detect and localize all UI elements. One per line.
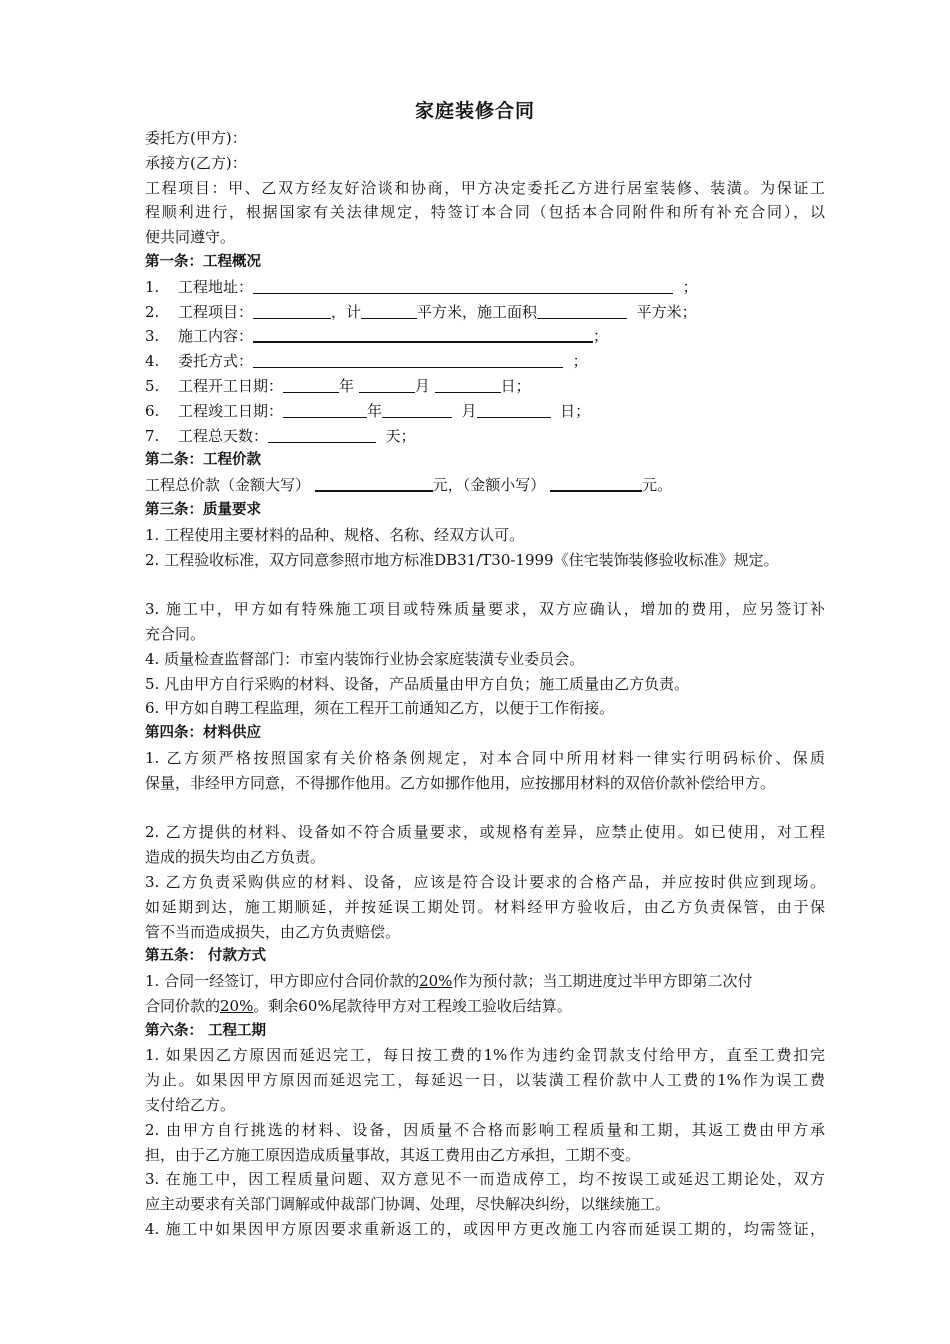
days-unit: 天； <box>385 426 416 445</box>
clause-line: 保量，非经甲方同意，不得挪作他用。乙方如挪作他用，应按挪用材料的双倍价款补偿给甲方。 <box>145 773 776 792</box>
mode-blank[interactable] <box>253 350 563 368</box>
project-blank[interactable] <box>253 301 331 319</box>
party-a-line: 委托方(甲方)： <box>145 129 247 147</box>
end-month-blank[interactable] <box>382 400 452 418</box>
punct: ； <box>593 327 609 346</box>
second-pay-percent: 20% <box>220 996 254 1015</box>
clause-line: 造成的损失均由乙方负责。 <box>145 848 326 867</box>
year-label: 年 <box>339 376 355 395</box>
end-date-row <box>145 399 825 424</box>
punct: ； <box>572 352 588 371</box>
price-end-label: 元。 <box>642 476 673 495</box>
month-label: 月 <box>461 401 477 420</box>
year-label: 年 <box>367 401 383 420</box>
day-label: 日； <box>500 376 531 395</box>
end-day-blank[interactable] <box>477 400 551 418</box>
item-number: 2. <box>145 302 160 321</box>
address-label: 工程地址： <box>178 277 254 296</box>
payment-text: 合同价款的 <box>145 996 221 1015</box>
clause-line: 管不当而造成损失，由乙方负责赔偿。 <box>145 922 401 941</box>
total-days-row <box>145 424 825 449</box>
paragraph-gap <box>145 572 825 597</box>
price-lowercase-blank[interactable] <box>550 473 642 492</box>
section-heading: 第三条：质量要求 <box>145 501 261 518</box>
document-body <box>145 126 825 1242</box>
price-row <box>145 473 825 498</box>
payment-line <box>145 994 825 1019</box>
payment-text: 。剩余60%尾款待甲方对工程竣工验收后结算。 <box>253 996 572 1015</box>
section-heading: 第一条：工程概况 <box>145 253 261 270</box>
month-label: 月 <box>414 376 430 395</box>
clause-line: 3. 施工中，甲方如有特殊施工项目或特殊质量要求，双方应确认，增加的费用，应另签订补 <box>145 600 825 619</box>
item-number: 5. <box>145 376 160 395</box>
payment-text: 作为预付款；当工期进度过半甲方即第二次付 <box>452 972 753 991</box>
item-number: 7. <box>145 426 160 445</box>
document-title: 家庭装修合同 <box>414 100 535 122</box>
mode-row <box>145 349 825 374</box>
price-mid-label: 元，（金额小写） <box>432 476 546 495</box>
clause-line: 应主动要求有关部门调解或仲裁部门协调、处理，尽快解决纠纷，以继续施工。 <box>145 1195 671 1214</box>
section-heading: 第四条：材料供应 <box>145 725 261 742</box>
intro-line: 程顺利进行，根据国家有关法律规定，特签订本合同（包括本合同附件和所有补充合同），以 <box>145 203 825 222</box>
clause-line: 5. 凡由甲方自行采购的材料、设备，产品质量由甲方自负；施工质量由乙方负责。 <box>145 674 690 693</box>
address-blank[interactable] <box>253 276 673 294</box>
clause-line: 2. 乙方提供的材料、设备如不符合质量要求，或规格有差异，应禁止使用。如已使用，对工程 <box>145 823 825 842</box>
mode-label: 委托方式： <box>178 352 254 371</box>
start-date-row <box>145 374 825 399</box>
sqm-label: 平方米，施工面积 <box>417 302 538 321</box>
clause-line: 3. 在施工中，因工程质量问题、双方意见不一而造成停工，均不按误工或延迟工期论处，双方 <box>145 1170 825 1189</box>
start-day-blank[interactable] <box>435 375 501 393</box>
start-month-blank[interactable] <box>359 375 415 393</box>
clause-line: 2. 工程验收标准，双方同意参照市地方标准DB31/T30-1999《住宅装饰装修验收标准》规定。 <box>145 550 779 569</box>
price-uppercase-blank[interactable] <box>315 473 433 492</box>
content-blank[interactable] <box>253 324 593 343</box>
end-year-blank[interactable] <box>283 400 367 418</box>
project-row <box>145 300 825 325</box>
content-label: 施工内容： <box>178 327 254 346</box>
payment-line <box>145 969 825 994</box>
prepay-percent: 20% <box>419 972 453 991</box>
day-label: 日； <box>560 401 591 420</box>
payment-text: 1. 合同一经签订，甲方即应付合同价款的 <box>145 972 420 991</box>
clause-line: 4. 质量检查监督部门：市室内装饰行业协会家庭装潢专业委员会。 <box>145 649 585 668</box>
sqm-end-label: 平方米； <box>636 302 697 321</box>
punct: ； <box>682 277 698 296</box>
party-b-line: 承接方(乙方)： <box>145 153 247 172</box>
total-days-label: 工程总天数： <box>178 426 269 445</box>
intro-line: 便共同遵守。 <box>145 228 236 247</box>
address-row <box>145 275 825 300</box>
end-date-label: 工程竣工日期： <box>178 401 284 420</box>
clause-line: 1. 如果因乙方原因而延迟完工，每日按工费的1%作为违约金罚款支付给甲方，直至工费扣完 <box>145 1046 825 1065</box>
area-blank[interactable] <box>361 301 417 319</box>
calc-label: ，计 <box>331 302 362 321</box>
clause-line: 6. 甲方如自聘工程监理，须在工程开工前通知乙方，以便于工作衔接。 <box>145 699 615 718</box>
section-heading: 第六条： 工程工期 <box>145 1022 267 1039</box>
start-date-label: 工程开工日期： <box>178 376 284 395</box>
start-year-blank[interactable] <box>283 375 339 393</box>
project-label: 工程项目： <box>178 302 254 321</box>
clause-line: 担，由于乙方施工原因造成质量事故，其返工费用由乙方承担，工期不变。 <box>145 1145 641 1164</box>
clause-line: 1. 工程使用主要材料的品种、规格、名称、经双方认可。 <box>145 525 525 544</box>
section-heading: 第二条：工程价款 <box>145 452 261 469</box>
paragraph-gap <box>145 796 825 821</box>
price-label: 工程总价款（金额大写） <box>145 476 311 495</box>
total-days-blank[interactable] <box>268 425 376 443</box>
intro-line: 工程项目：甲、乙双方经友好洽谈和协商，甲方决定委托乙方进行居室装修、装潢。为保证工 <box>145 178 825 197</box>
clause-line: 1. 乙方须严格按照国家有关价格条例规定，对本合同中所用材料一律实行明码标价、保质 <box>145 748 825 767</box>
section-heading: 第五条： 付款方式 <box>145 948 267 965</box>
clause-line: 充合同。 <box>145 624 206 643</box>
item-number: 3. <box>145 327 160 346</box>
item-number: 4. <box>145 352 160 371</box>
content-row <box>145 324 825 349</box>
clause-line: 支付给乙方。 <box>145 1096 236 1115</box>
item-number: 6. <box>145 401 160 420</box>
item-number: 1. <box>145 277 160 296</box>
clause-line: 2. 由甲方自行挑选的材料、设备，因质量不合格而影响工程质量和工期，其返工费由甲方承 <box>145 1120 825 1139</box>
clause-line: 如延期到达，施工期顺延，并按延误工期处罚。材料经甲方验收后，由乙方负责保管，由于保 <box>145 897 825 916</box>
construction-area-blank[interactable] <box>537 301 627 319</box>
clause-line: 3. 乙方负责采购供应的材料、设备，应该是符合设计要求的合格产品，并应按时供应到现场。 <box>145 872 825 891</box>
clause-line: 为止。如果因甲方原因而延迟完工，每延迟一日，以装潢工程价款中人工费的1%作为误工费 <box>145 1071 825 1090</box>
clause-line: 4. 施工中如果因甲方原因要求重新返工的，或因甲方更改施工内容而延误工期的，均需签证， <box>145 1220 825 1239</box>
